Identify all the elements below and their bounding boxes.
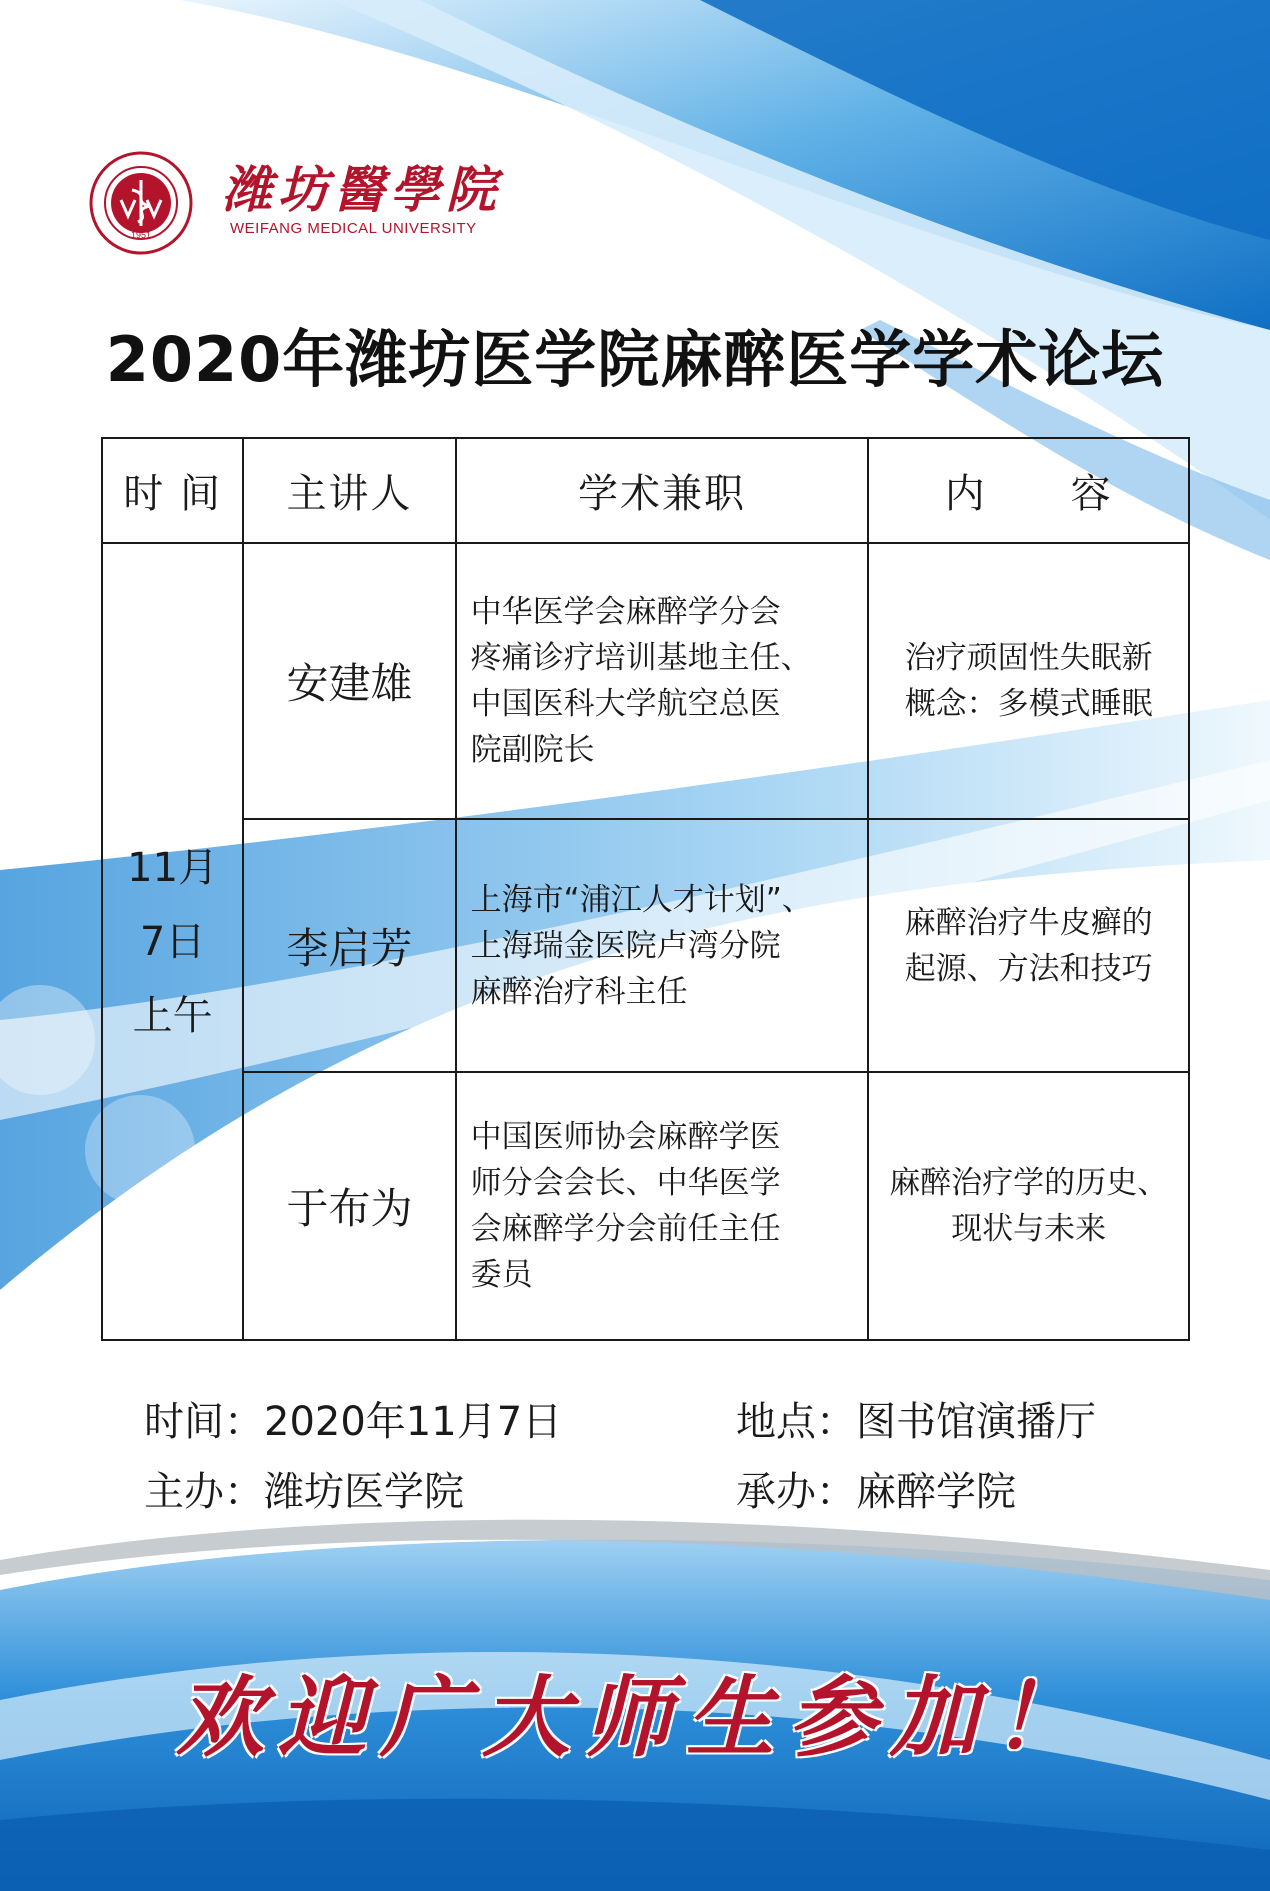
schedule-table	[101, 437, 1190, 1341]
topic-line: 麻醉治疗牛皮癣的	[904, 904, 1153, 941]
session-month: 11月	[127, 844, 219, 891]
speaker-name: 李启芳	[243, 819, 455, 1072]
seal-year: 1951	[130, 230, 152, 240]
title-line: 中国医师协会麻醉学医	[470, 1119, 781, 1155]
event-place: 地点：图书馆演播厅	[736, 1399, 1096, 1445]
speaker-titles	[456, 819, 869, 1072]
speaker-name: 安建雄	[243, 543, 455, 819]
title-line: 上海市“浦江人才计划”、	[470, 881, 813, 918]
title-line: 院副院长	[470, 732, 595, 768]
table-header-row	[102, 438, 1189, 543]
title-line: 上海瑞金医院卢湾分院	[470, 927, 781, 964]
event-time: 时间：2020年11月7日	[144, 1399, 563, 1445]
table-row	[102, 1072, 1189, 1340]
forum-title: 2020年潍坊医学院麻醉医学学术论坛	[105, 323, 1165, 396]
title-line: 疼痛诊疗培训基地主任、	[470, 640, 812, 676]
header-speaker: 主讲人	[243, 438, 455, 543]
event-host: 主办：潍坊医学院	[144, 1469, 464, 1515]
topic-line: 现状与未来	[951, 1211, 1107, 1247]
speaker-titles	[456, 1072, 869, 1340]
table-row	[102, 819, 1189, 1072]
header-title: 学术兼职	[456, 438, 869, 543]
talk-topic	[868, 1072, 1189, 1340]
event-organizer: 承办：麻醉学院	[736, 1469, 1016, 1515]
topic-line: 起源、方法和技巧	[904, 950, 1153, 987]
title-line: 麻醉治疗科主任	[470, 973, 688, 1010]
topic-line: 概念：多模式睡眠	[904, 686, 1153, 722]
header-time: 时 间	[102, 438, 243, 543]
title-line: 会麻醉学分会前任主任	[470, 1211, 781, 1247]
talk-topic	[868, 543, 1189, 819]
title-line: 中国医科大学航空总医	[470, 686, 781, 722]
session-period: 上午	[132, 992, 213, 1039]
topic-line: 麻醉治疗学的历史、	[889, 1165, 1169, 1201]
school-name-en: WEIFANG MEDICAL UNIVERSITY	[230, 220, 477, 237]
university-seal-icon	[88, 150, 194, 256]
talk-topic	[868, 819, 1189, 1072]
session-time-cell	[102, 543, 243, 1340]
table-row	[102, 543, 1189, 819]
title-line: 师分会会长、中华医学	[470, 1165, 781, 1201]
topic-line: 治疗顽固性失眠新	[904, 640, 1153, 676]
session-day: 7日	[139, 918, 206, 965]
welcome-slogan: 欢迎广大师生参加！	[175, 1665, 1094, 1769]
school-name-cn: 潍坊醫學院	[222, 160, 502, 219]
speaker-name: 于布为	[243, 1072, 455, 1340]
speaker-titles	[456, 543, 869, 819]
title-line: 委员	[470, 1257, 533, 1293]
header-content: 内 容	[868, 438, 1189, 543]
title-line: 中华医学会麻醉学分会	[470, 594, 781, 630]
